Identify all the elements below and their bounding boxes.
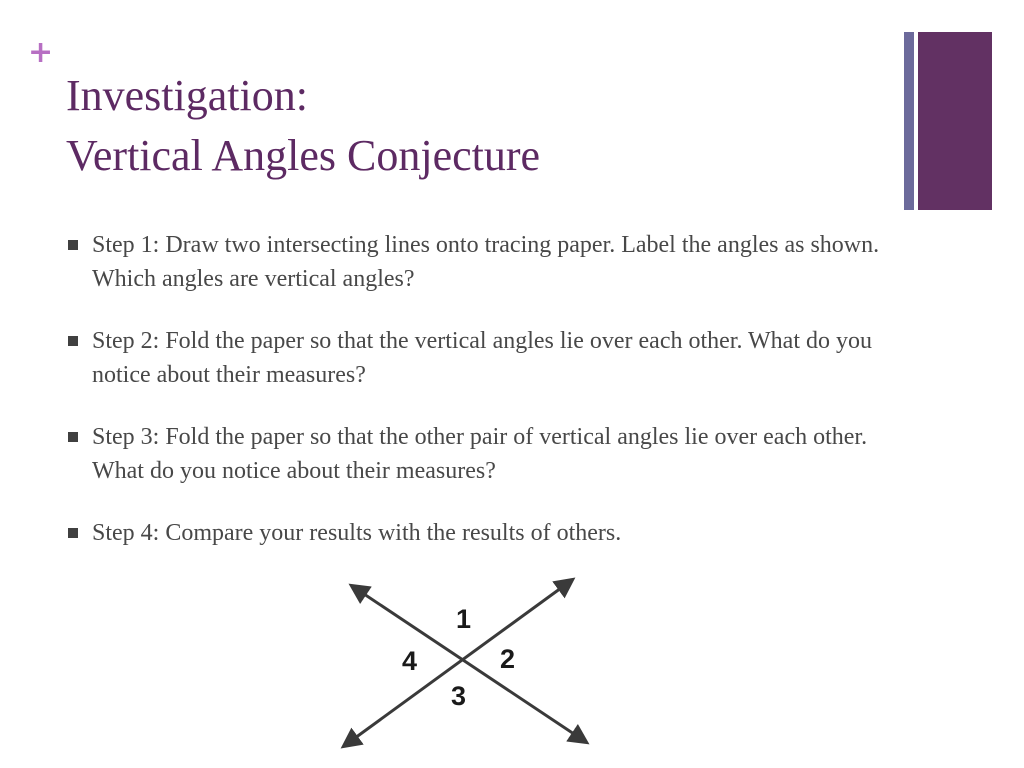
step-text: Step 2: Fold the paper so that the vertical angles lie over each other. What do you notice about their measures? [92,328,872,388]
accent-bar-thick [918,32,992,210]
intersecting-lines-diagram [334,566,596,752]
slide-title [66,66,540,186]
step-text: Step 1: Draw two intersecting lines onto tracing paper. Label the angles as shown. Which angles are vertical angles? [92,232,880,292]
title-line-1: Investigation: [66,71,308,120]
angle-label-1: 1 [456,604,472,634]
angle-label-3: 3 [451,681,467,711]
steps-list [68,228,908,578]
step-1 [68,228,908,296]
square-bullet-icon [68,528,78,538]
accent-bar-thin [904,32,914,210]
vertical-angles-figure [334,566,596,752]
step-3 [68,420,908,488]
title-line-2: Vertical Angles Conjecture [66,131,541,180]
square-bullet-icon [68,432,78,442]
step-2 [68,324,908,392]
square-bullet-icon [68,336,78,346]
step-text: Step 3: Fold the paper so that the other pair of vertical angles lie over each other. What do you notice about their measures? [92,424,868,484]
step-text: Step 4: Compare your results with the results of others. [92,520,622,546]
plus-decoration: + [28,35,54,70]
square-bullet-icon [68,240,78,250]
angle-label-2: 2 [500,644,516,674]
step-4 [68,516,908,550]
angle-label-4: 4 [402,646,418,676]
